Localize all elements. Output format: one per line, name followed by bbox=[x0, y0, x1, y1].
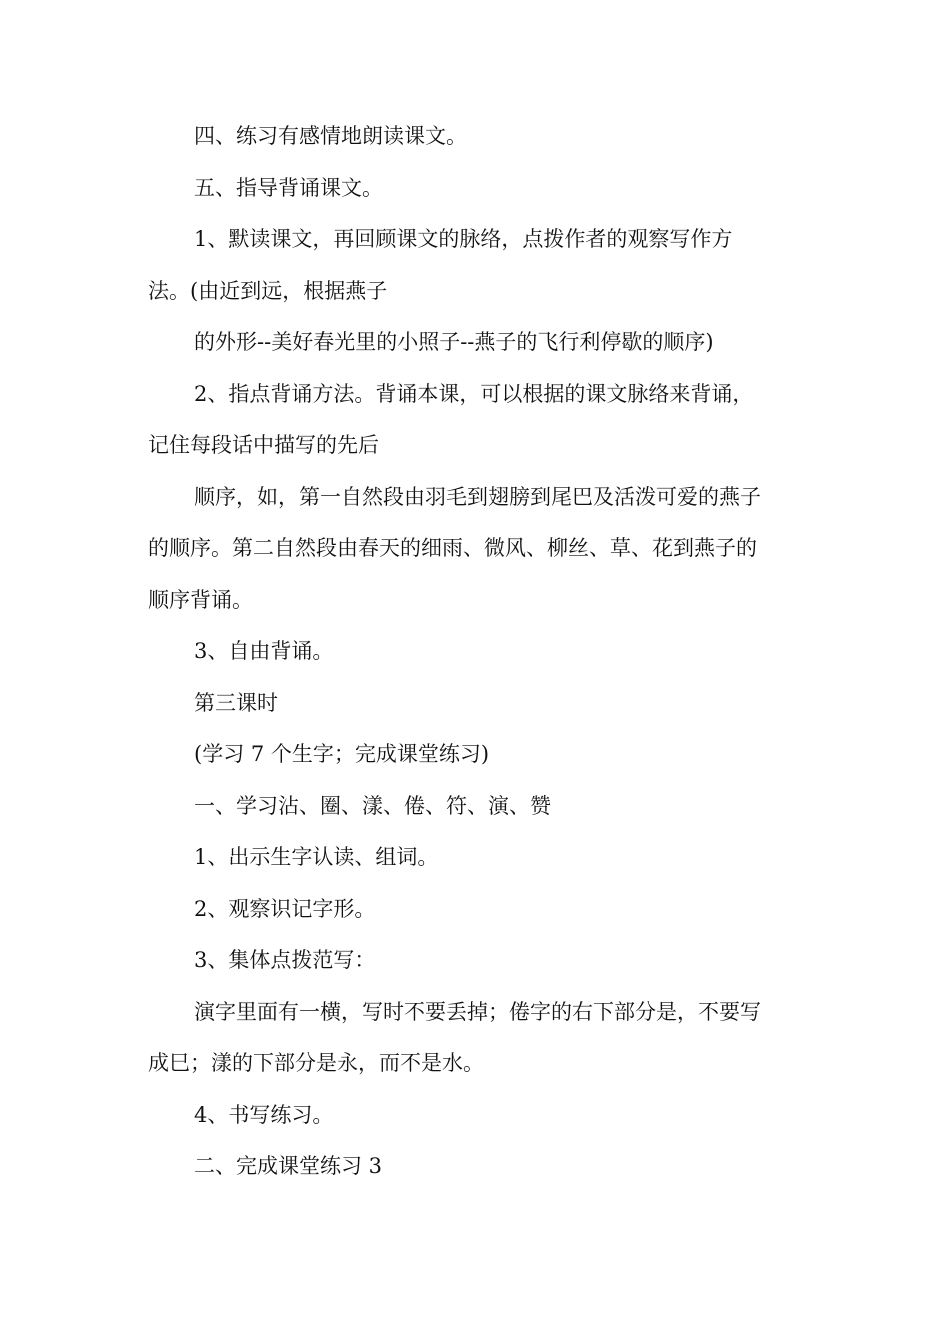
paragraph-line: 法。(由近到远，根据燕子 bbox=[148, 278, 388, 303]
paragraph-line: 2、观察识记字形。 bbox=[194, 896, 376, 921]
paragraph-line: 顺序背诵。 bbox=[148, 587, 253, 612]
paragraph-line: 演字里面有一横，写时不要丢掉；倦字的右下部分是，不要写 bbox=[194, 999, 761, 1024]
paragraph-line: 1、默读课文，再回顾课文的脉络，点拨作者的观察写作方 bbox=[194, 227, 733, 251]
paragraph-line: 成巳；漾的下部分是永，而不是水。 bbox=[148, 1051, 484, 1075]
document-body bbox=[148, 111, 808, 1193]
lesson-subtitle: (学习 7 个生字；完成课堂练习) bbox=[194, 742, 490, 766]
section-heading-practice-reading: 四、练习有感情地朗读课文。 bbox=[194, 124, 467, 148]
paragraph-line: 的顺序。第二自然段由春天的细雨、微风、柳丝、草、花到燕子的 bbox=[148, 536, 757, 560]
section-heading-new-characters: 一、学习沾、圈、漾、倦、符、演、赞 bbox=[194, 793, 551, 818]
paragraph-line: 1、出示生字认读、组词。 bbox=[194, 845, 439, 869]
section-heading-recitation: 五、指导背诵课文。 bbox=[194, 175, 383, 200]
paragraph-line: 2、指点背诵方法。背诵本课，可以根据的课文脉络来背诵， bbox=[194, 381, 754, 406]
paragraph-line: 记住每段话中描写的先后 bbox=[148, 433, 379, 457]
section-heading-exercise: 二、完成课堂练习 3 bbox=[194, 1154, 383, 1178]
paragraph-line: 顺序，如，第一自然段由羽毛到翅膀到尾巴及活泼可爱的燕子 bbox=[194, 484, 761, 509]
paragraph-line: 4、书写练习。 bbox=[194, 1102, 334, 1127]
paragraph-line: 的外形--美好春光里的小照子--燕子的飞行利停歇的顺序) bbox=[194, 330, 714, 354]
lesson-heading: 第三课时 bbox=[194, 690, 278, 715]
paragraph-line: 3、集体点拨范写： bbox=[194, 948, 376, 972]
paragraph-line: 3、自由背诵。 bbox=[194, 639, 334, 663]
